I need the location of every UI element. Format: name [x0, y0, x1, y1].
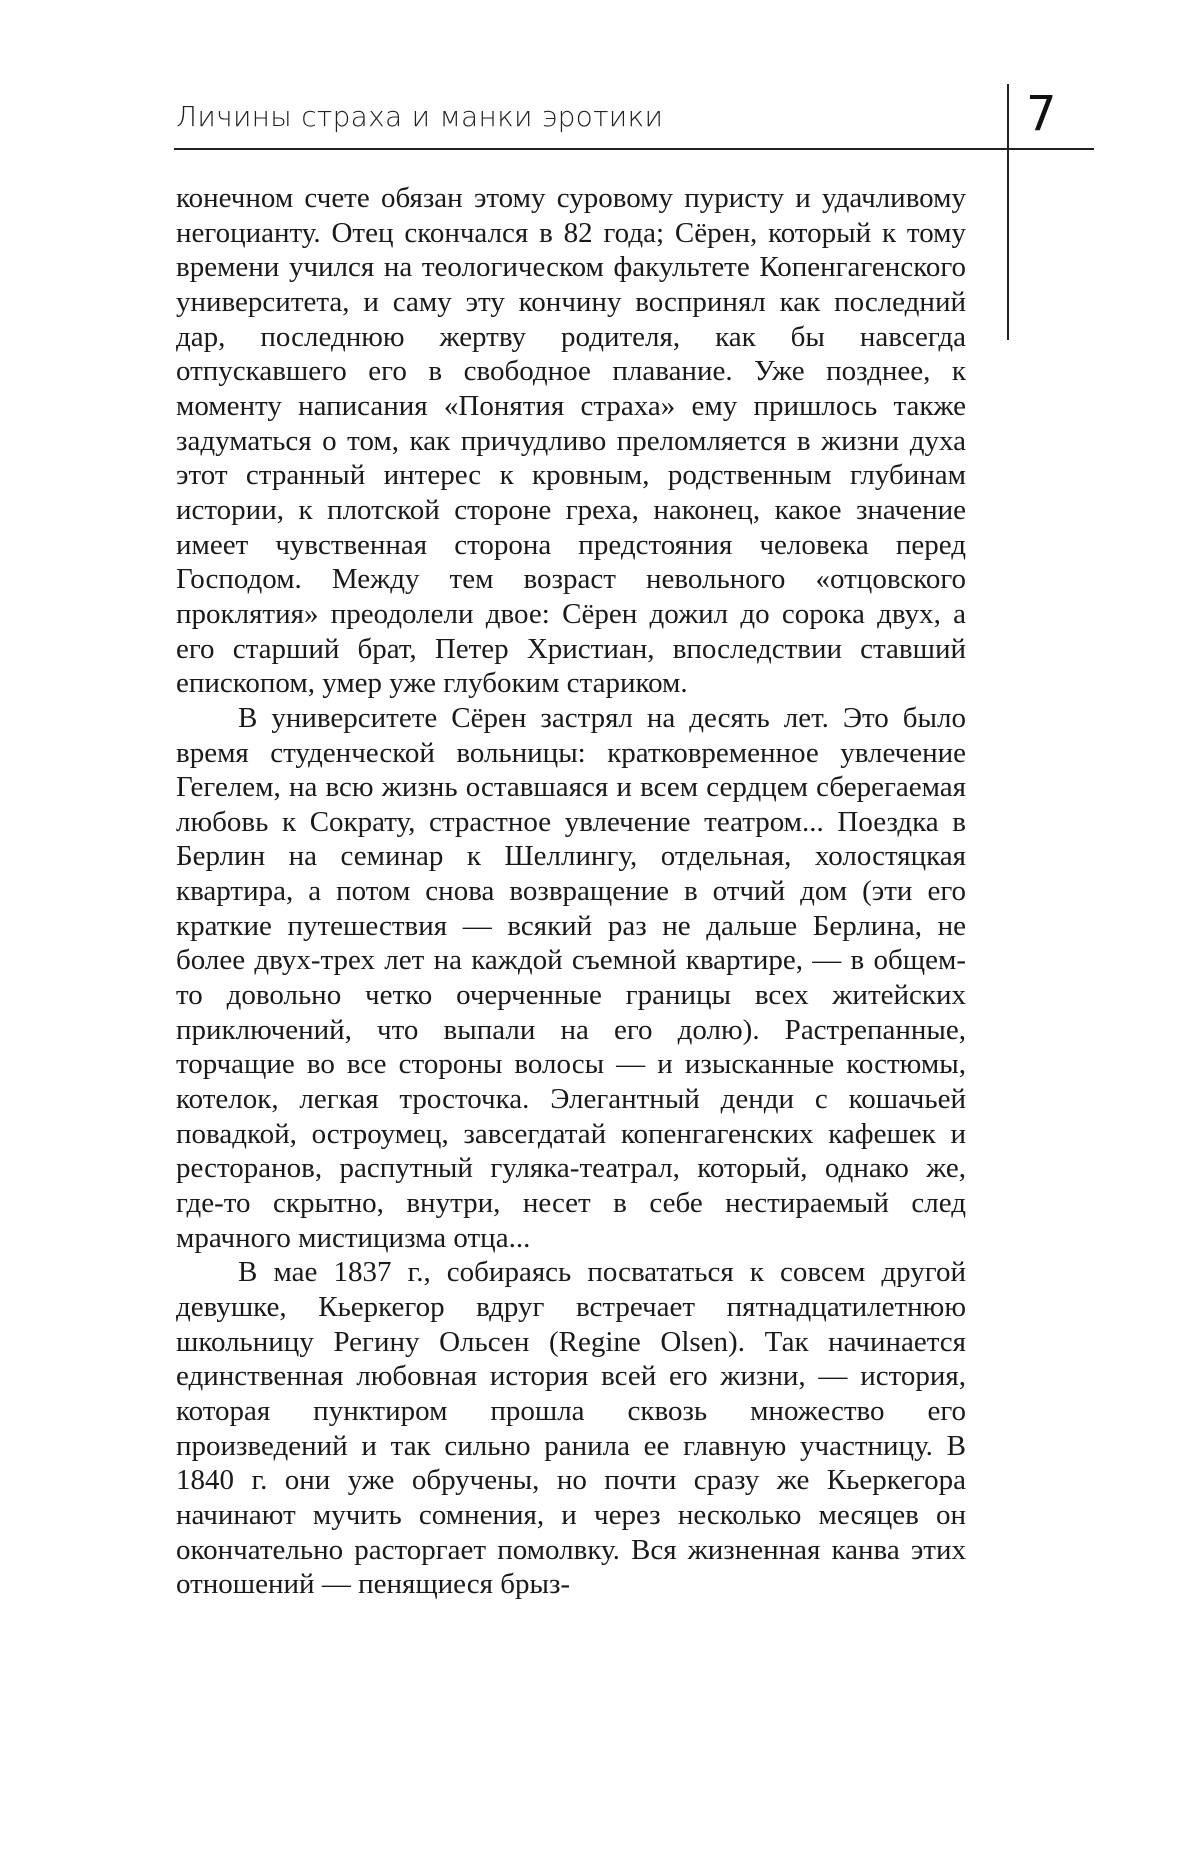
body-text	[176, 181, 966, 1602]
paragraph: конечном счете обязан этому суровому пуристу и удачливому негоцианту. Отец скончался в 82 года; Сёрен, который к тому времени учился на теологическом факультете Копенгагенского университета, и саму эту кончину воспринял как последний дар, последнюю жертву родителя, как бы навсегда отпускавшего его в свободное плавание. Уже позднее, к моменту написания «Понятия страха» ему пришлось также задуматься о том, как причудливо преломляется в жизни духа этот странный интерес к кровным, родственным глубинам истории, к плотской стороне греха, наконец, какое значение имеет чувственная сторона предстояния человека перед Господом. Между тем возраст невольного «отцовского проклятия» преодолели двое: Сёрен дожил до сорока двух, а его старший брат, Петер Христиан, впоследствии ставший епископом, умер уже глубоким стариком.	[176, 182, 966, 700]
paragraph: В мае 1837 г., собираясь посвататься к совсем другой девушке, Кьеркегор вдруг встречает пятнадцатилетнюю школьницу Регину Ольсен (Regine Olsen). Так начинается единственная любовная история всей его жизни, — история, которая пунктиром прошла сквозь множество его произведений и так сильно ранила ее главную участницу. В 1840 г. они уже обручены, но почти сразу же Кьеркегора начинают мучить сомнения, и через несколько месяцев он окончательно расторгает помолвку. Вся жизненная канва этих отношений — пенящиеся брыз-	[176, 1256, 966, 1601]
paragraph: В университете Сёрен застрял на десять лет. Это было время студенческой вольницы: кратковременное увлечение Гегелем, на всю жизнь оставшаяся и всем сердцем сберегаемая любовь к Сократу, страстное увлечение театром... Поездка в Берлин на семинар к Шеллингу, отдельная, холостяцкая квартира, а потом снова возвращение в отчий дом (эти его краткие путешествия — всякий раз не дальше Берлина, не более двух-трех лет на каждой съемной квартире, — в общем-то довольно четко очерченные границы всех житейских приключений, что выпали на его долю). Растрепанные, торчащие во все стороны волосы — и изысканные костюмы, котелок, легкая тросточка. Элегантный денди с кошачьей повадкой, остроумец, завсегдатай копенгагенских кафешек и ресторанов, распутный гуляка-театрал, который, однако же, где-то скрытно, внутри, несет в себе нестираемый след мрачного мистицизма отца...	[176, 701, 966, 1254]
page-number: 7	[1026, 86, 1057, 142]
header-rule	[174, 148, 1094, 150]
page-number-divider	[1007, 84, 1009, 340]
running-head-title: Личины страха и манки эротики	[176, 100, 664, 133]
